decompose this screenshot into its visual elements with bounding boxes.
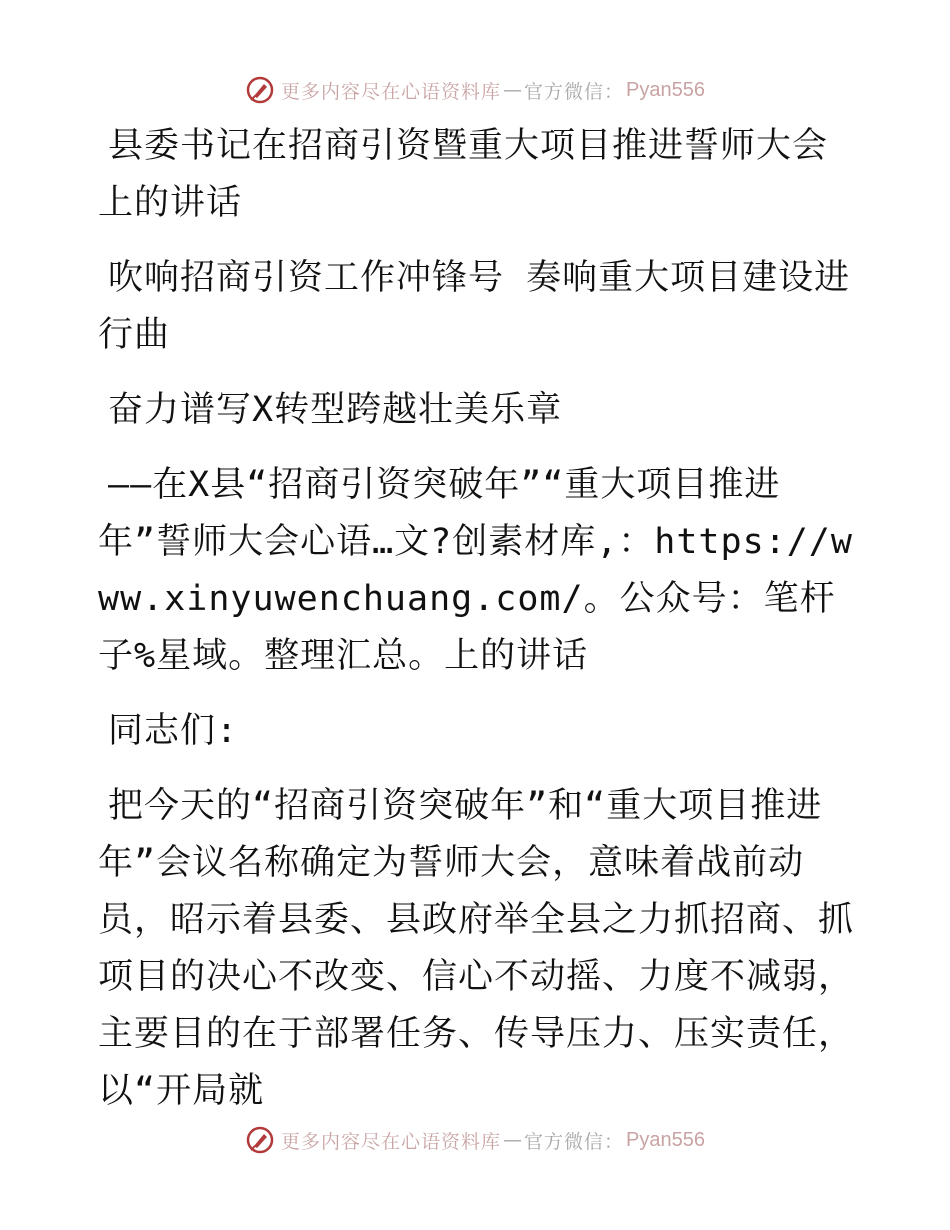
salutation: 同志们: [108, 711, 239, 751]
watermark-separator: — [503, 1129, 523, 1151]
watermark-banner-bottom [0, 1120, 950, 1160]
document-title: 县委书记在招商引资暨重大项目推进誓师大会上的讲话 [98, 126, 829, 223]
watermark-label: 官方微信： [524, 1130, 625, 1153]
watermark-brand-text: 更多内容尽在心语资料库 [281, 1130, 502, 1153]
document-body [98, 118, 854, 1120]
document-subtitle-2: 奋力谱写X转型跨越壮美乐章 [108, 390, 563, 430]
watermark-label: 官方微信： [524, 80, 625, 103]
body-paragraph: 把今天的“招商引资突破年”和“重大项目推进年”会议名称确定为誓师大会，意味着战前动员，昭示着县委、县政府举全县之力抓招商、抓项目的决心不改变、信心不动摇、力度不减弱，主要目的在于部署任务、传导压力、压实责任，以“开局就 [98, 786, 855, 1111]
quill-pen-logo-icon [245, 75, 275, 105]
watermark-wechat-id: Pyan556 [626, 1128, 705, 1151]
watermark-banner-top [0, 70, 950, 110]
quill-pen-logo-icon [245, 1125, 275, 1155]
watermark-separator: — [503, 79, 523, 101]
document-subtitle-1: 吹响招商引资工作冲锋号 奏响重大项目建设进行曲 [98, 258, 851, 355]
watermark-wechat-id: Pyan556 [626, 78, 705, 101]
document-subtitle-3: ——在X县“招商引资突破年”“重大项目推进年”誓师大会心语…文?创素材库,：https://www.xinyuwenchuang.com/。公众号：笔杆子%星域。整理汇总。上的讲话 [98, 465, 853, 676]
watermark-brand-text: 更多内容尽在心语资料库 [281, 80, 502, 103]
